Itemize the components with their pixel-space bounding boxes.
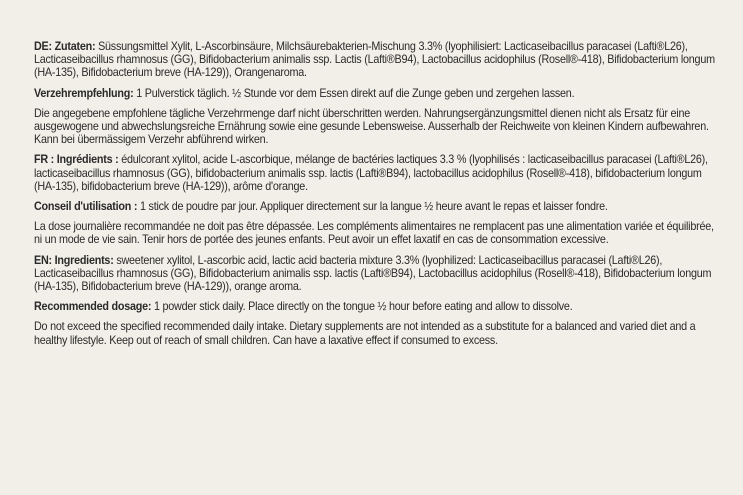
fr-ingredients-text: édulcorant xylitol, acide L-ascorbique, mélange de bactéries lactiques 3.3 % (lyophilisés : lacticaseibacillus paracasei (Lafti®L26), lacticaseibacillus rhamnosus (GG), bifidobacterium animalis ssp. lactis (Lafti®B94), lactobacillus acidophilus (Rosell®-418), bifidobacterium longum (HA-135), bifidobacterium breve (HA-129)), arôme d'orange.	[34, 153, 708, 193]
fr-warning-paragraph	[34, 220, 722, 246]
en-dosage-heading: Recommended dosage:	[34, 300, 152, 314]
de-dosage-text: 1 Pulverstick täglich. ½ Stunde vor dem Essen direkt auf die Zunge geben und zergehen lassen.	[136, 86, 575, 100]
en-ingredients-heading: EN: Ingredients:	[34, 253, 114, 267]
de-dosage-paragraph	[34, 87, 722, 100]
de-ingredients-paragraph	[34, 40, 722, 80]
fr-dosage-text: 1 stick de poudre par jour. Appliquer directement sur la langue ½ heure avant le repas et laisser fondre.	[140, 200, 608, 214]
de-ingredients-heading: DE: Zutaten:	[34, 40, 96, 53]
fr-ingredients-heading: FR : Ingrédients :	[34, 153, 119, 167]
en-warning-paragraph	[34, 320, 722, 346]
de-ingredients-text: Süssungsmittel Xylit, L-Ascorbinsäure, Milchsäurebakterien-Mischung 3.3% (lyophilisiert: Lacticaseibacillus paracasei (Lafti®L26), Lacticaseibacillus rhamnosus (GG), Bifidobacterium animalis ssp. Lactis (Lafti®B94), Lactobacillus acidophilus (Rosell®-418), Bifidobacterium longum (HA-135), Bifidobacterium breve (HA-129)), Orangenaroma.	[34, 40, 715, 80]
en-dosage-paragraph	[34, 300, 722, 313]
fr-ingredients-paragraph	[34, 153, 722, 193]
en-warning-text: Do not exceed the specified recommended daily intake. Dietary supplements are not intended as a substitute for a balanced and varied diet and a healthy lifestyle. Keep out of reach of small children. Can have a laxative effect if consumed to excess.	[34, 320, 696, 347]
de-warning-paragraph	[34, 107, 722, 147]
fr-dosage-heading: Conseil d'utilisation :	[34, 200, 138, 214]
fr-warning-text: La dose journalière recommandée ne doit pas être dépassée. Les compléments alimentaires ne remplacent pas une alimentation variée et équilibrée, ni un mode de vie sain. Tenir hors de portée des jeunes enfants. Peut avoir un effet laxatif en cas de consommation excessive.	[34, 220, 714, 247]
en-ingredients-text: sweetener xylitol, L-ascorbic acid, lactic acid bacteria mixture 3.3% (lyophilized: Lacticaseibacillus paracasei (Lafti®L26), Lacticaseibacillus rhamnosus (GG), Bifidobacterium animalis ssp. lactis (Lafti®B94), Lactobacillus acidophilus (Rosell®-418), Bifidobacterium longum (HA-135), Bifidobacterium breve (HA-129)), orange aroma.	[34, 253, 712, 294]
de-dosage-heading: Verzehrempfehlung:	[34, 86, 134, 100]
de-warning-text: Die angegebene empfohlene tägliche Verzehrmenge darf nicht überschritten werden. Nahrungsergänzungsmittel dienen nicht als Ersatz für eine ausgewogene und abwechslungsreiche Ernährung sowie eine gesunde Lebensweise. Ausserhalb der Reichweite von kleinen Kindern aufbewahren. Kann bei übermässigem Verzehr abführend wirken.	[34, 106, 709, 147]
en-ingredients-paragraph	[34, 254, 722, 294]
en-dosage-text: 1 powder stick daily. Place directly on the tongue ½ hour before eating and allow to dissolve.	[153, 300, 573, 314]
fr-dosage-paragraph	[34, 200, 722, 213]
